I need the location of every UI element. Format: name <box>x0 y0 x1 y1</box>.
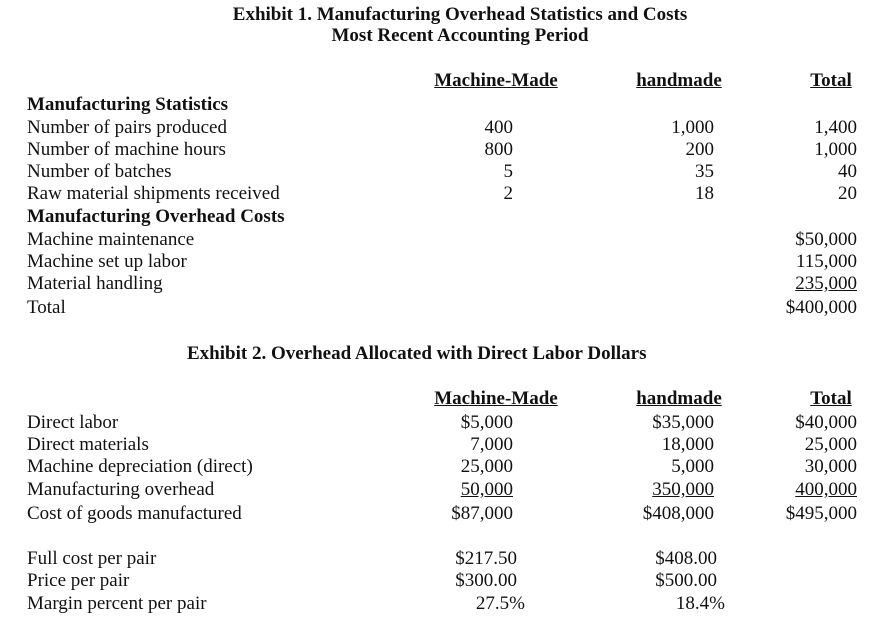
cost-row-machine: $5,000 <box>460 412 513 433</box>
costs-heading: Manufacturing Overhead Costs <box>27 206 285 227</box>
stat-hand: 1,000 <box>671 117 714 138</box>
ex1-header-machine: Machine-Made <box>434 70 558 91</box>
cost-row-total: 30,000 <box>804 456 857 477</box>
cost-row-hand: 18,000 <box>661 434 714 455</box>
cost-row-label: Manufacturing overhead <box>27 479 215 500</box>
exhibit2-title: Exhibit 2. Overhead Allocated with Direct Labor Dollars <box>187 343 647 364</box>
cost-row-machine: 50,000 <box>460 479 513 500</box>
cost-row-hand: 5,000 <box>671 456 714 477</box>
cost-total: 115,000 <box>795 251 857 272</box>
cost-row-machine: 25,000 <box>460 456 513 477</box>
cost-row-hand: 350,000 <box>652 479 714 500</box>
per-pair-label: Full cost per pair <box>27 548 157 569</box>
cost-row-machine: $87,000 <box>451 503 513 524</box>
exhibit1-title: Exhibit 1. Manufacturing Overhead Statistics and Costs <box>232 4 688 25</box>
cost-row-label: Cost of goods manufactured <box>27 503 242 524</box>
cost-row-total: $495,000 <box>785 503 857 524</box>
cost-total-label: Total <box>27 297 66 318</box>
cost-label: Machine set up labor <box>27 251 187 272</box>
stat-label: Number of pairs produced <box>27 117 227 138</box>
stat-label: Raw material shipments received <box>27 183 280 204</box>
cost-total: $50,000 <box>795 229 857 250</box>
per-pair-hand: 18.4% <box>675 593 725 614</box>
per-pair-label: Margin percent per pair <box>27 593 207 614</box>
stat-total: 20 <box>838 183 857 204</box>
stat-machine: 800 <box>484 139 513 160</box>
cost-row-label: Direct materials <box>27 434 149 455</box>
per-pair-hand: $408.00 <box>655 548 717 569</box>
per-pair-label: Price per pair <box>27 570 130 591</box>
cost-row-total: 25,000 <box>804 434 857 455</box>
ex2-header-total: Total <box>810 388 852 409</box>
cost-row-total: $40,000 <box>795 412 857 433</box>
cost-row-total: 400,000 <box>795 479 857 500</box>
cost-total: 235,000 <box>795 273 857 294</box>
ex2-header-handmade: handmade <box>636 388 722 409</box>
per-pair-machine: 27.5% <box>475 593 525 614</box>
ex1-header-total: Total <box>810 70 852 91</box>
stat-total: 1,400 <box>814 117 857 138</box>
stat-hand: 35 <box>695 161 714 182</box>
cost-label: Machine maintenance <box>27 229 195 250</box>
per-pair-machine: $217.50 <box>455 548 517 569</box>
stat-label: Number of batches <box>27 161 172 182</box>
cost-row-label: Machine depreciation (direct) <box>27 456 253 477</box>
cost-row-hand: $408,000 <box>642 503 714 524</box>
stat-machine: 2 <box>503 183 513 204</box>
cost-label: Material handling <box>27 273 163 294</box>
stat-machine: 400 <box>484 117 513 138</box>
per-pair-hand: $500.00 <box>655 570 717 591</box>
stat-hand: 200 <box>685 139 714 160</box>
per-pair-machine: $300.00 <box>455 570 517 591</box>
stat-machine: 5 <box>503 161 513 182</box>
ex1-header-handmade: handmade <box>636 70 722 91</box>
cost-grand-total: $400,000 <box>785 297 857 318</box>
stat-hand: 18 <box>695 183 714 204</box>
stats-heading: Manufacturing Statistics <box>27 94 229 115</box>
cost-row-machine: 7,000 <box>470 434 513 455</box>
stat-total: 1,000 <box>814 139 857 160</box>
cost-row-label: Direct labor <box>27 412 119 433</box>
stat-total: 40 <box>838 161 857 182</box>
cost-row-hand: $35,000 <box>652 412 714 433</box>
exhibit1-subtitle: Most Recent Accounting Period <box>331 25 589 46</box>
ex2-header-machine: Machine-Made <box>434 388 558 409</box>
stat-label: Number of machine hours <box>27 139 226 160</box>
